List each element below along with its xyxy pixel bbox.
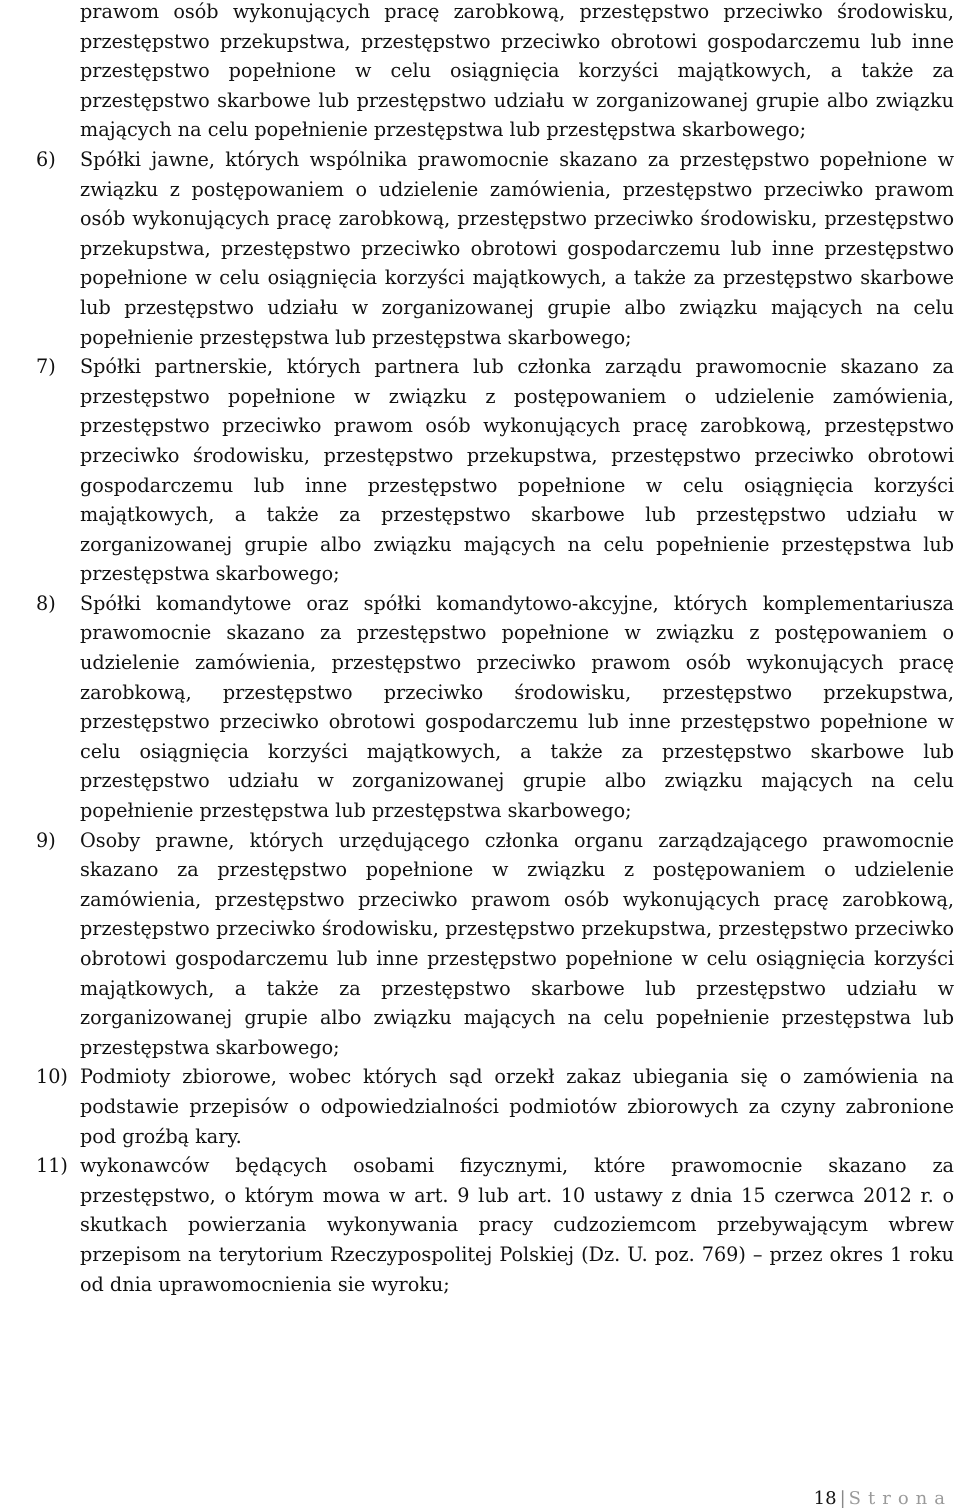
intro-continuation: prawom osób wykonujących pracę zarobkową, przestępstwo przeciwko środowisku, przestępstwo przekupstwa, przestępstwo przeciwko obrotowi gospodarczemu lub inne przestępstwo popełnione w celu osiągnięcia korzyści majątkowych, a także za przestępstwo skarbowe lub przestępstwo udziału w zorganizowanej grupie albo związku mających na celu popełnienie przestępstwa lub przestępstwa skarbowego; — [80, 0, 954, 142]
list-item-text: wykonawców będących osobami fizycznymi, które prawomocnie skazano za przestępstwo, o którym mowa w art. 9 lub art. 10 ustawy z dnia 15 czerwca 2012 r. o skutkach powierzania wykonywania pracy cudzoziemcom przebywającym wbrew przepisom na terytorium Rzeczypospolitej Polskiej (Dz. U. poz. 769) – przez okres 1 roku od dnia uprawomocnienia sie wyroku; — [80, 1154, 954, 1296]
list-item-8 — [36, 589, 954, 826]
list-item-10 — [36, 1062, 954, 1151]
list-item-number: 8) — [36, 591, 56, 615]
list-item-7 — [36, 352, 954, 589]
list-item-9 — [36, 826, 954, 1063]
list-item-number: 11) — [36, 1154, 68, 1178]
footer-separator: | — [839, 1488, 846, 1509]
list-item-text: Podmioty zbiorowe, wobec których sąd orzekł zakaz ubiegania się o zamówienia na podstawie przepisów o odpowiedzialności podmiotów zbiorowych za czyny zabronione pod groźbą kary. — [80, 1065, 954, 1148]
page-footer — [814, 1488, 952, 1510]
document-body — [36, 0, 954, 1299]
list-item-text: Osoby prawne, których urzędującego członka organu zarządzającego prawomocnie skazano za przestępstwo popełnione w związku z postępowaniem o udzielenie zamówienia, przestępstwo przeciwko prawom osób wykonujących pracę zarobkową, przestępstwo przeciwko środowisku, przestępstwo przekupstwa, przestępstwo przeciwko obrotowi gospodarczemu lub inne przestępstwo popełnione w celu osiągnięcia korzyści majątkowych, a także za przestępstwo skarbowe lub przestępstwo udziału w zorganizowanej grupie albo związku mających na celu popełnienie przestępstwa lub przestępstwa skarbowego; — [80, 828, 954, 1059]
list-item-text: Spółki partnerskie, których partnera lub członka zarządu prawomocnie skazano za przestępstwo popełnione w związku z postępowaniem o udzielenie zamówienia, przestępstwo przeciwko prawom osób wykonujących pracę zarobkową, przestępstwo przeciwko środowisku, przestępstwo przekupstwa, przestępstwo przeciwko obrotowi gospodarczemu lub inne przestępstwo popełnione w celu osiągnięcia korzyści majątkowych, a także za przestępstwo skarbowe lub przestępstwo udziału w zorganizowanej grupie albo związku mających na celu popełnienie przestępstwa lub przestępstwa skarbowego; — [80, 355, 954, 586]
list-item-number: 6) — [36, 147, 56, 171]
list-item-number: 9) — [36, 828, 56, 852]
list-item-6 — [36, 145, 954, 352]
page-number: 18 — [813, 1488, 837, 1509]
list-item-number: 10) — [36, 1065, 68, 1089]
page-word: Strona — [848, 1488, 952, 1509]
list-item-11 — [36, 1151, 954, 1299]
list-item-number: 7) — [36, 355, 56, 379]
list-item-text: Spółki komandytowe oraz spółki komandytowo-akcyjne, których komplementariusza prawomocnie skazano za przestępstwo popełnione w związku z postępowaniem o udzielenie zamówienia, przestępstwo przeciwko prawom osób wykonujących pracę zarobkową, przestępstwo przeciwko środowisku, przestępstwo przekupstwa, przestępstwo przeciwko obrotowi gospodarczemu lub inne przestępstwo popełnione w celu osiągnięcia korzyści majątkowych, a także za przestępstwo skarbowe lub przestępstwo udziału w zorganizowanej grupie albo związku mających na celu popełnienie przestępstwa lub przestępstwa skarbowego; — [80, 591, 954, 823]
list-item-text: Spółki jawne, których wspólnika prawomocnie skazano za przestępstwo popełnione w związku z postępowaniem o udzielenie zamówienia, przestępstwo przeciwko prawom osób wykonujących pracę zarobkową, przestępstwo przeciwko środowisku, przestępstwo przekupstwa, przestępstwo przeciwko obrotowi gospodarczemu lub inne przestępstwo popełnione w celu osiągnięcia korzyści majątkowych, a także za przestępstwo skarbowe lub przestępstwo udziału w zorganizowanej grupie albo związku mających na celu popełnienie przestępstwa lub przestępstwa skarbowego; — [80, 147, 954, 349]
